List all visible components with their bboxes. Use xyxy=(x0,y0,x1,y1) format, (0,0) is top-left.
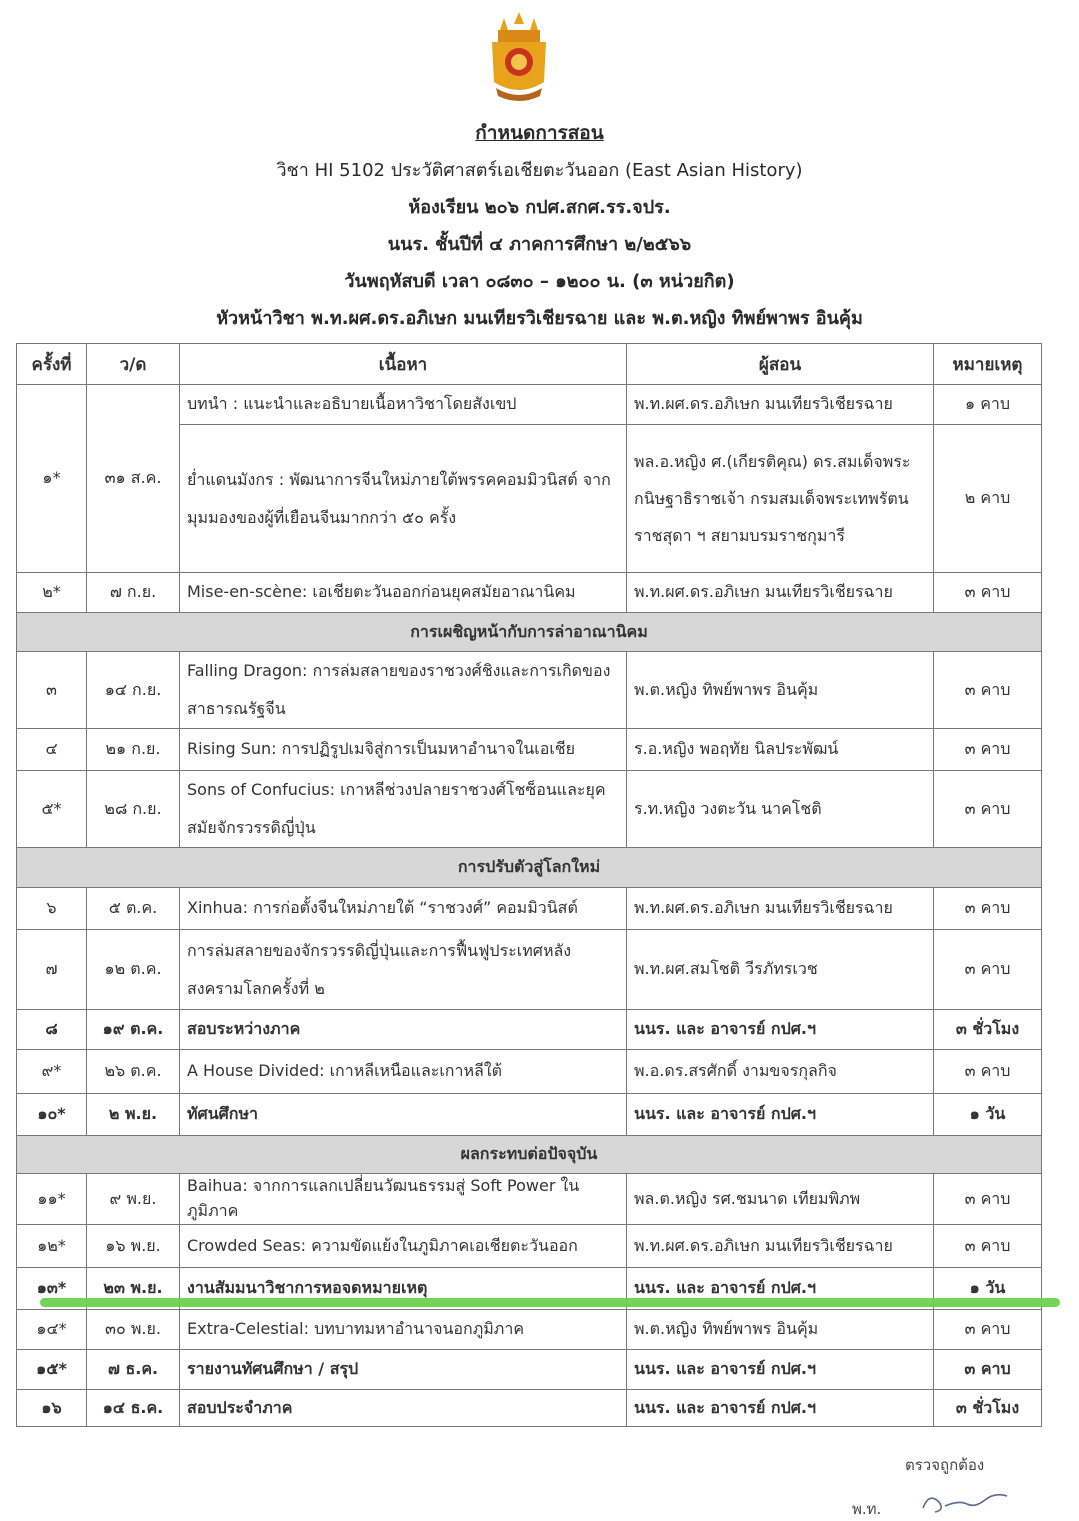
row-content: งานสัมมนาวิชาการหอจดหมายเหตุ xyxy=(180,1268,627,1310)
table-row xyxy=(17,888,1042,930)
row-note: ๓ ชั่วโมง xyxy=(934,1390,1042,1427)
col-header-note: หมายเหตุ xyxy=(934,344,1042,385)
row-date: ๒๘ ก.ย. xyxy=(87,771,180,848)
row-no: ๑๒* xyxy=(17,1225,87,1268)
row-date: ๓๐ พ.ย. xyxy=(87,1310,180,1350)
col-header-teacher: ผู้สอน xyxy=(627,344,934,385)
row-no: ๑๖ xyxy=(17,1390,87,1427)
row-no: ๑๔* xyxy=(17,1310,87,1350)
row-note: ๓ คาบ xyxy=(934,888,1042,930)
row-content: ทัศนศึกษา xyxy=(180,1094,627,1136)
row-teacher: ร.อ.หญิง พอฤทัย นิลประพัฒน์ xyxy=(627,729,934,771)
row-no: ๑* xyxy=(17,385,87,573)
row-note: ๓ คาบ xyxy=(934,729,1042,771)
row-note: ๓ คาบ xyxy=(934,1225,1042,1268)
row-date: ๒ พ.ย. xyxy=(87,1094,180,1136)
row-no: ๙* xyxy=(17,1050,87,1094)
table-row xyxy=(17,1094,1042,1136)
row-teacher: พล.อ.หญิง ศ.(เกียรติคุณ) ดร.สมเด็จพระกนิษฐาธิราชเจ้า กรมสมเด็จพระเทพรัตนราชสุดา ฯ สยามบรมราชกุมารี xyxy=(627,425,934,573)
row-content: Extra-Celestial: บทบาทมหาอำนาจนอกภูมิภาค xyxy=(180,1310,627,1350)
row-content: บทนำ : แนะนำและอธิบายเนื้อหาวิชาโดยสังเขป xyxy=(180,385,627,425)
table-row xyxy=(17,1010,1042,1050)
row-note: ๓ ชั่วโมง xyxy=(934,1010,1042,1050)
signature-mark xyxy=(915,1482,1015,1516)
section-row xyxy=(17,613,1042,652)
row-note: ๓ คาบ xyxy=(934,1050,1042,1094)
row-content: Falling Dragon: การล่มสลายของราชวงศ์ชิงและการเกิดของสาธารณรัฐจีน xyxy=(180,652,627,729)
row-note: ๓ คาบ xyxy=(934,573,1042,613)
course-line: วิชา HI 5102 ประวัติศาสตร์เอเชียตะวันออก (East Asian History) xyxy=(276,160,803,181)
section-row xyxy=(17,1136,1042,1174)
row-content: Baihua: จากการแลกเปลี่ยนวัฒนธรรมสู่ Soft Power ในภูมิภาค xyxy=(180,1174,627,1225)
row-content: A House Divided: เกาหลีเหนือและเกาหลีใต้ xyxy=(180,1050,627,1094)
table-row xyxy=(17,652,1042,729)
section-heading: การปรับตัวสู่โลกใหม่ xyxy=(17,848,1042,888)
table-row xyxy=(17,1350,1042,1390)
row-no: ๕* xyxy=(17,771,87,848)
table-row xyxy=(17,1310,1042,1350)
row-date: ๓๑ ส.ค. xyxy=(87,385,180,573)
row-teacher: นนร. และ อาจารย์ กปศ.ฯ xyxy=(627,1390,934,1427)
military-academy-emblem xyxy=(486,10,552,106)
table-row xyxy=(17,573,1042,613)
table-row xyxy=(17,930,1042,1010)
row-no: ๑๓* xyxy=(17,1268,87,1310)
col-header-content: เนื้อหา xyxy=(180,344,627,385)
section-row xyxy=(17,848,1042,888)
row-no: ๔ xyxy=(17,729,87,771)
col-header-no: ครั้งที่ xyxy=(17,344,87,385)
row-teacher: พล.ต.หญิง รศ.ชมนาด เทียมพิภพ xyxy=(627,1174,934,1225)
row-teacher: พ.ท.ผศ.ดร.อภิเษก มนเทียรวิเชียรฉาย xyxy=(627,1225,934,1268)
row-no: ๑๑* xyxy=(17,1174,87,1225)
row-teacher: พ.ท.ผศ.ดร.อภิเษก มนเทียรวิเชียรฉาย xyxy=(627,573,934,613)
row-teacher: พ.ท.ผศ.ดร.อภิเษก มนเทียรวิเชียรฉาย xyxy=(627,385,934,425)
row-note: ๒ คาบ xyxy=(934,425,1042,573)
col-header-date: ว/ด xyxy=(87,344,180,385)
row-content: การล่มสลายของจักรวรรดิญี่ปุ่นและการฟื้นฟูประเทศหลังสงครามโลกครั้งที่ ๒ xyxy=(180,930,627,1010)
row-note: ๑ วัน xyxy=(934,1094,1042,1136)
row-no: ๑๐* xyxy=(17,1094,87,1136)
time-line: วันพฤหัสบดี เวลา ๐๘๓๐ – ๑๒๐๐ น. (๓ หน่วยกิต) xyxy=(344,271,735,292)
heads-line: หัวหน้าวิชา พ.ท.ผศ.ดร.อภิเษก มนเทียรวิเชียรฉาย และ พ.ต.หญิง ทิพย์พาพร อินคุ้ม xyxy=(216,308,863,329)
row-no: ๑๕* xyxy=(17,1350,87,1390)
row-date: ๑๒ ต.ค. xyxy=(87,930,180,1010)
row-date: ๒๖ ต.ค. xyxy=(87,1050,180,1094)
row-teacher: พ.ต.หญิง ทิพย์พาพร อินคุ้ม xyxy=(627,1310,934,1350)
row-teacher: พ.ท.ผศ.ดร.อภิเษก มนเทียรวิเชียรฉาย xyxy=(627,888,934,930)
table-row xyxy=(17,1390,1042,1427)
row-no: ๓ xyxy=(17,652,87,729)
row-date: ๑๖ พ.ย. xyxy=(87,1225,180,1268)
row-note: ๓ คาบ xyxy=(934,1350,1042,1390)
row-note: ๓ คาบ xyxy=(934,771,1042,848)
document-header xyxy=(0,115,1079,337)
table-row xyxy=(17,771,1042,848)
table-row xyxy=(17,1050,1042,1094)
schedule-table xyxy=(16,343,1042,1427)
row-teacher: นนร. และ อาจารย์ กปศ.ฯ xyxy=(627,1268,934,1310)
row-note: ๓ คาบ xyxy=(934,1310,1042,1350)
document-title: กำหนดการสอน xyxy=(475,122,604,144)
row-teacher: นนร. และ อาจารย์ กปศ.ฯ xyxy=(627,1010,934,1050)
row-note: ๓ คาบ xyxy=(934,652,1042,729)
row-teacher: พ.ต.หญิง ทิพย์พาพร อินคุ้ม xyxy=(627,652,934,729)
signer-rank: พ.ท. xyxy=(852,1500,882,1518)
row-no: ๗ xyxy=(17,930,87,1010)
row-date: ๑๙ ต.ค. xyxy=(87,1010,180,1050)
row-content: สอบระหว่างภาค xyxy=(180,1010,627,1050)
row-date: ๑๔ ก.ย. xyxy=(87,652,180,729)
row-content: Mise-en-scène: เอเชียตะวันออกก่อนยุคสมัยอาณานิคม xyxy=(180,573,627,613)
row-content: Sons of Confucius: เกาหลีช่วงปลายราชวงศ์โชซ็อนและยุคสมัยจักรวรรดิญี่ปุ่น xyxy=(180,771,627,848)
row-date: ๒๓ พ.ย. xyxy=(87,1268,180,1310)
row-date: ๑๔ ธ.ค. xyxy=(87,1390,180,1427)
row-note: ๑ คาบ xyxy=(934,385,1042,425)
class-term-line: นนร. ชั้นปีที่ ๔ ภาคการศึกษา ๒/๒๕๖๖ xyxy=(387,234,692,255)
row-date: ๗ ก.ย. xyxy=(87,573,180,613)
row-teacher: ร.ท.หญิง วงตะวัน นาคโชติ xyxy=(627,771,934,848)
row-teacher: พ.ท.ผศ.สมโชติ วีรภัทรเวช xyxy=(627,930,934,1010)
section-heading: ผลกระทบต่อปัจจุบัน xyxy=(17,1136,1042,1174)
table-row xyxy=(17,729,1042,771)
row-no: ๒* xyxy=(17,573,87,613)
row-content: ย่ำแดนมังกร : พัฒนาการจีนใหม่ภายใต้พรรคคอมมิวนิสต์ จากมุมมองของผู้ที่เยือนจีนมากกว่า ๕๐ ครั้ง xyxy=(180,425,627,573)
row-no: ๖ xyxy=(17,888,87,930)
row-teacher: นนร. และ อาจารย์ กปศ.ฯ xyxy=(627,1094,934,1136)
row-note: ๓ คาบ xyxy=(934,1174,1042,1225)
row-content: Xinhua: การก่อตั้งจีนใหม่ภายใต้ “ราชวงศ์” คอมมิวนิสต์ xyxy=(180,888,627,930)
row-no: ๘ xyxy=(17,1010,87,1050)
table-row xyxy=(17,1225,1042,1268)
row-content: Crowded Seas: ความขัดแย้งในภูมิภาคเอเชียตะวันออก xyxy=(180,1225,627,1268)
table-header-row xyxy=(17,344,1042,385)
green-highlight-line xyxy=(40,1298,1060,1307)
row-note: ๑ วัน xyxy=(934,1268,1042,1310)
row-content: สอบประจำภาค xyxy=(180,1390,627,1427)
row-teacher: พ.อ.ดร.สรศักดิ์ งามขจรกุลกิจ xyxy=(627,1050,934,1094)
row-content: รายงานทัศนศึกษา / สรุป xyxy=(180,1350,627,1390)
row-date: ๕ ต.ค. xyxy=(87,888,180,930)
row-date: ๙ พ.ย. xyxy=(87,1174,180,1225)
row-date: ๒๑ ก.ย. xyxy=(87,729,180,771)
verified-label: ตรวจถูกต้อง xyxy=(905,1456,985,1474)
table-row xyxy=(17,385,1042,425)
row-content: Rising Sun: การปฏิรูปเมจิสู่การเป็นมหาอำนาจในเอเชีย xyxy=(180,729,627,771)
room-line: ห้องเรียน ๒๐๖ กปศ.สกศ.รร.จปร. xyxy=(408,197,671,218)
row-note: ๓ คาบ xyxy=(934,930,1042,1010)
row-date: ๗ ธ.ค. xyxy=(87,1350,180,1390)
row-teacher: นนร. และ อาจารย์ กปศ.ฯ xyxy=(627,1350,934,1390)
section-heading: การเผชิญหน้ากับการล่าอาณานิคม xyxy=(17,613,1042,652)
table-row xyxy=(17,1174,1042,1225)
